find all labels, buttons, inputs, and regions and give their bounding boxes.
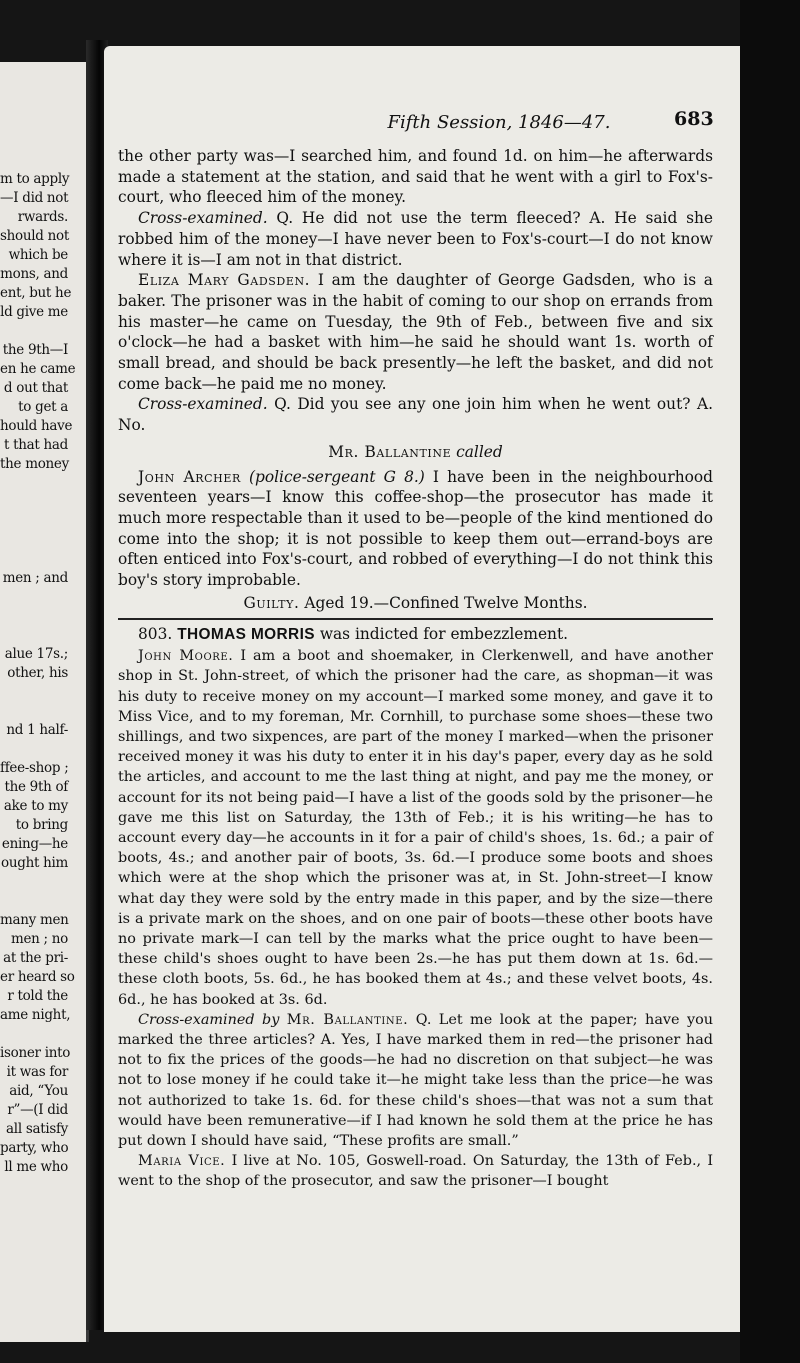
paragraph-witness-moore — [118, 646, 713, 1010]
left-page-line: ll me who — [4, 1159, 68, 1175]
case-charge: was indicted for embezzlement. — [319, 625, 569, 644]
left-page-line: m to apply — [0, 171, 70, 187]
witness-testimony: I am the daughter of George Gadsden, who is a baker. The prisoner was in the habit of coming to our shop on errands from his master—he came on Tuesday, the 9th of Feb., between five and six o'clock—he had a basket with him—he said he should want 1s. worth of small bread, and should be back presently—he left the basket, and did not come back—he paid me no money. — [118, 271, 713, 393]
left-page-line: party, who — [0, 1140, 69, 1156]
witness-name: John Archer — [138, 467, 241, 486]
left-page-line: all satisfy — [6, 1121, 68, 1137]
left-page-line: many men — [0, 912, 69, 928]
page-body — [118, 146, 713, 1192]
witness-name: Maria Vice. — [138, 1153, 226, 1170]
verdict-sentence: Aged 19.—Confined Twelve Months. — [304, 593, 588, 612]
left-page-line: nd 1 half- — [6, 722, 68, 738]
left-page-line: ening—he — [1, 836, 68, 852]
left-page-line: ffee-shop ; — [0, 760, 69, 776]
left-page-line: at the pri- — [3, 950, 68, 966]
paragraph-witness-vice — [118, 1151, 713, 1191]
witness-role: (police-sergeant G 8.) — [249, 467, 425, 486]
cross-examined-label: Cross-examined by — [138, 1011, 280, 1028]
left-page-line: mons, and — [0, 266, 68, 282]
left-page-line: ake to my — [3, 798, 68, 814]
left-page-line: t that had — [4, 437, 68, 453]
left-page-line: aid, “You — [9, 1083, 68, 1099]
left-page-line — [0, 322, 86, 341]
left-page-line: should not — [0, 228, 69, 244]
left-page-line: men ; no — [10, 931, 68, 947]
left-page-line — [0, 702, 86, 721]
left-page-line — [0, 1025, 86, 1044]
left-page-line: d out that — [3, 380, 68, 396]
left-page-line — [0, 512, 86, 531]
left-page-line — [0, 626, 86, 645]
left-page-line: other, his — [7, 665, 68, 681]
left-page-line — [0, 683, 86, 702]
running-title: Fifth Session, 1846—47. — [387, 112, 611, 133]
left-page-line: rwards. — [17, 209, 68, 225]
scan-border — [740, 0, 800, 1363]
left-page-line — [0, 474, 86, 493]
case-number: 803. — [138, 625, 173, 644]
left-page-line: it was for — [6, 1064, 68, 1080]
page-number: 683 — [674, 108, 714, 130]
left-page-line: hould have — [0, 418, 73, 434]
left-page-line: which be — [8, 247, 68, 263]
main-page — [104, 46, 770, 1332]
cross-examined-label: Cross-examined. — [138, 395, 268, 414]
witness-name: Eliza Mary Gadsden. — [138, 271, 311, 290]
left-page-line: r”—(I did — [7, 1102, 68, 1118]
left-page-line: ought him — [1, 855, 68, 871]
defendant-name: THOMAS MORRIS — [177, 626, 315, 644]
paragraph-cross-examination-3 — [118, 1010, 713, 1151]
case-body — [118, 646, 713, 1191]
left-page-line: men ; and — [2, 570, 68, 586]
witness-testimony: I live at No. 105, Goswell-road. On Saturday, the 13th of Feb., I went to the shop of the prosecutor, and saw the prisoner—I bought — [118, 1153, 714, 1190]
counsel-name: Mr. Ballantine. — [286, 1011, 409, 1028]
witness-testimony: I am a boot and shoemaker, in Clerkenwell, and have another shop in St. John-street, of which the prisoner had the care, as shopman—it was his duty to receive money on my account—I marked some money, and gave it to Miss Vice, and to my foreman, Mr. Cornhill, to purchase some shoes—these two shillings, and two sixpences, are part of the money I marked—when the prisoner received money it was his duty to enter it in his day's paper, every day as he sold the articles, and account to me the last thing at night, and pay me the money, or account for its not being paid—I have a list of the goods sold by the prisoner—he gave me this list on Saturday, the 13th of Feb.; it is his writing—he has to account every day—he accounts in it for a pair of child's shoes, 1s. 6d.; a pair of boots, 4s.; and another pair of boots, 3s. 6d.—I produce some boots and shoes which were at the shop which the prisoner was at, in St. John-street—I know what day they were sold by the entry made in this paper, and by the size—there is a private mark on the shoes, and on one pair of boots—these other boots have no private mark—I can tell by the marks what the price ought to have been—these child's shoes ought to have been 2s.—he has put them down at 1s. 6d.—these cloth boots, 5s. 6d., he has booked them at 4s.; and these velvet boots, 4s. 6d., he has booked at 3s. 6d. — [118, 648, 713, 1008]
counsel-called-line — [118, 442, 713, 463]
left-page-line: isoner into — [0, 1045, 71, 1061]
left-page-line: to get a — [18, 399, 68, 415]
left-page-line: er heard so — [0, 969, 75, 985]
verdict-word: Guilty. — [243, 593, 300, 612]
called-word: called — [456, 442, 503, 461]
paragraph-witness-gadsden — [118, 270, 713, 394]
counsel-name: Mr. Ballantine — [328, 442, 452, 461]
left-page-line — [0, 873, 86, 892]
left-page-line: the 9th—I — [2, 342, 68, 358]
left-page-line: r told the — [7, 988, 68, 1004]
left-page-line: to bring — [15, 817, 68, 833]
left-page-line: ld give me — [0, 304, 68, 320]
left-page-line: ent, but he — [0, 285, 72, 301]
cross-examined-label: Cross-examined. — [138, 209, 268, 228]
left-page-line — [0, 740, 86, 759]
witness-name: John Moore. — [138, 648, 234, 665]
left-page-line — [0, 493, 86, 512]
left-page-line — [0, 892, 86, 911]
left-page-line: the money — [0, 456, 69, 472]
paragraph-cross-examination-2 — [118, 394, 713, 435]
left-page-line — [0, 531, 86, 550]
left-page-line — [0, 550, 86, 569]
paragraph-witness-archer — [118, 467, 713, 591]
left-page-line: ame night, — [0, 1007, 71, 1023]
witness-testimony: I have been in the neighbourhood seventeen years—I know this coffee-shop—the prosecutor has made it much more respectable than it used to be—people of the kind mentioned do come into the shop; it is not possible to keep them out—errand-boys are often enticed into Fox's-court, and robbed of everything—I do not think this boy's story improbable. — [118, 467, 713, 590]
left-page-line — [0, 588, 86, 607]
case-heading — [118, 624, 713, 646]
cross-examination-text: Q. He did not use the term fleeced? A. He said she robbed him of the money—I have never been to Fox's-court—I do not know where it is—I am not in that district. — [118, 209, 713, 269]
left-page-line: the 9th of — [4, 779, 68, 795]
cross-examination-text: Q. Let me look at the paper; have you marked the three articles? A. Yes, I have marked them in red—the prisoner had not to fix the prices of the goods—he had no discretion on that subject—he was not to lose money if he could take it—he might take less than the price—he was not authorized to take 1s. 6d. for these child's shoes—that was not a sum that would have been remunerative—if I had known he sold them at the price he has put down I should have said, “These profits are small.” — [118, 1011, 714, 1150]
left-page-fragment — [0, 62, 89, 1342]
paragraph-continuation: the other party was—I searched him, and found 1d. on him—he afterwards made a statement at the station, and said that he went with a girl to Fox's-court, who fleeced him of the money. — [118, 147, 713, 207]
left-page-line: en he came — [0, 361, 76, 377]
paragraph-cross-examination-1 — [118, 208, 713, 270]
section-divider — [118, 618, 713, 620]
left-page-line — [0, 607, 86, 626]
left-page-line: —I did not — [0, 190, 69, 206]
left-page-line: alue 17s.; — [4, 646, 68, 662]
cross-examination-text: Q. Did you see any one join him when he went out? A. No. — [118, 395, 713, 435]
verdict-line — [118, 593, 713, 614]
